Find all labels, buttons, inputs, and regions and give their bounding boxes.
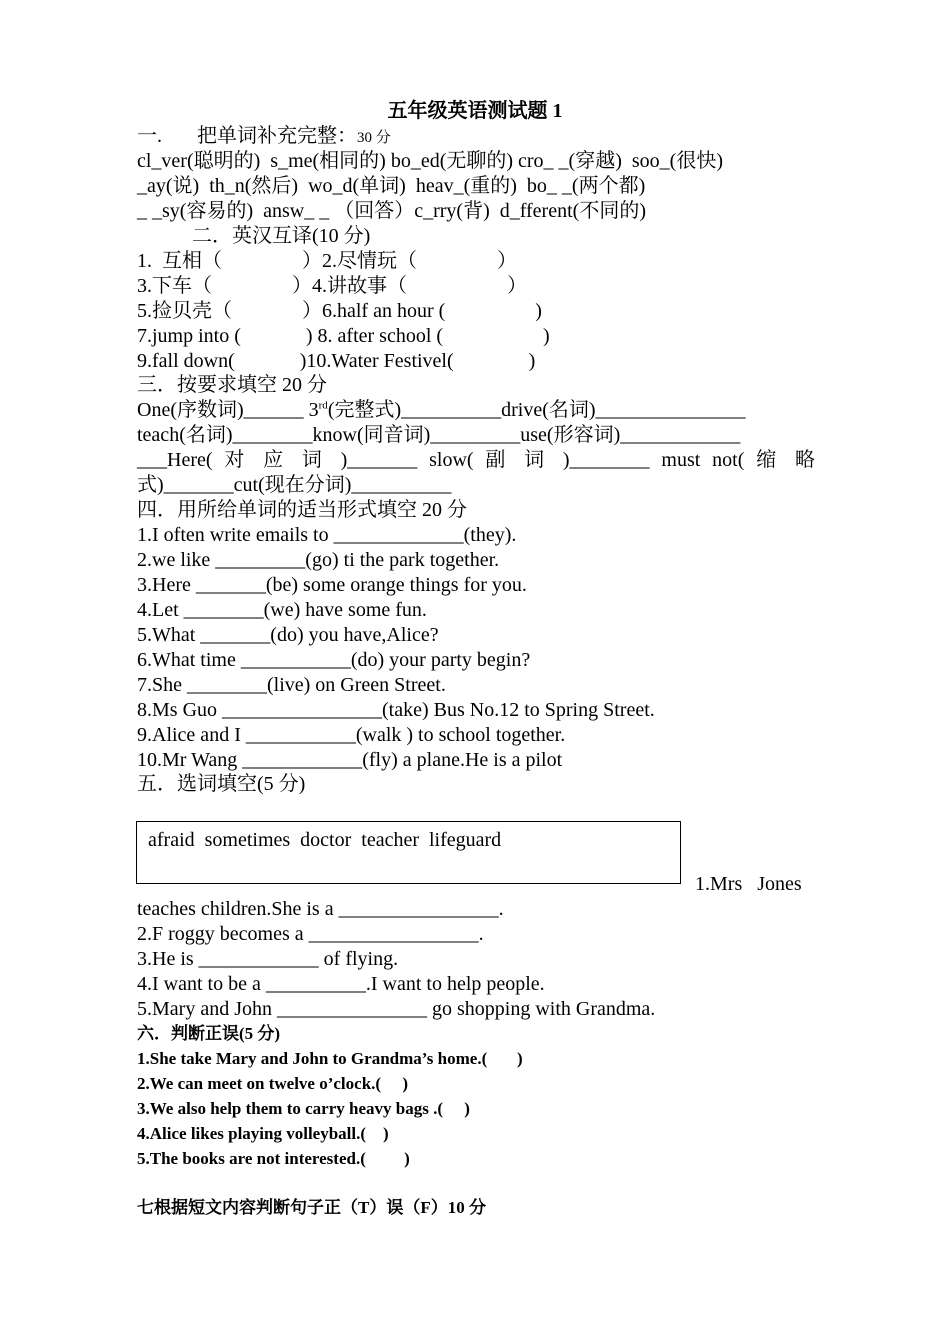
section6-item: 1.She take Mary and John to Grandma’s home.( ) bbox=[137, 1049, 523, 1068]
section4-heading: 四．用所给单词的适当形式填空 20 分 bbox=[137, 499, 467, 521]
section4-item: 1.I often write emails to _____________(they). bbox=[137, 524, 517, 546]
section2-line: 7.jump into ( ) 8. after school ( ) bbox=[137, 325, 550, 347]
section5-item: 2.F roggy becomes a _________________. bbox=[137, 923, 484, 945]
section5-item: 5.Mary and John _______________ go shopping with Grandma. bbox=[137, 998, 656, 1020]
section6-item: 5.The books are not interested.( ) bbox=[137, 1149, 410, 1168]
section4-item: 9.Alice and I ___________(walk ) to school together. bbox=[137, 724, 566, 746]
section5-item: teaches children.She is a ________________. bbox=[137, 898, 504, 920]
section6-heading: 六．判断正误(5 分) bbox=[137, 1024, 281, 1043]
section6-item: 3.We also help them to carry heavy bags .( ) bbox=[137, 1099, 470, 1118]
section2-heading: 二．英汉互译(10 分) bbox=[192, 225, 371, 247]
section4-item: 4.Let ________(we) have some fun. bbox=[137, 599, 427, 621]
section5-heading: 五．选词填空(5 分) bbox=[137, 773, 306, 795]
section7-heading: 七根据短文内容判断句子正（T）误（F）10 分 bbox=[137, 1198, 486, 1217]
section5-item: 3.He is ____________ of flying. bbox=[137, 948, 399, 970]
word-bank-text: afraid sometimes doctor teacher lifeguard bbox=[148, 829, 502, 851]
section4-item: 7.She ________(live) on Green Street. bbox=[137, 674, 446, 696]
section1-line: cl_ver(聪明的) s_me(相同的) bo_ed(无聊的) cro_ _(穿越) soo_(很快) bbox=[137, 150, 723, 172]
section6-item: 4.Alice likes playing volleyball.( ) bbox=[137, 1124, 389, 1143]
page-title: 五年级英语测试题 1 bbox=[387, 100, 563, 122]
section4-item: 3.Here _______(be) some orange things for you. bbox=[137, 574, 527, 596]
section3-line: teach(名词)________know(同音词)_________use(形容词)____________ bbox=[137, 424, 741, 446]
section1-heading: 一. 把单词补充完整：30 分 bbox=[137, 125, 391, 147]
section4-item: 6.What time ___________(do) your party begin? bbox=[137, 649, 531, 671]
section2-line: 3.下车（ ）4.讲故事（ ） bbox=[137, 275, 527, 297]
section4-item: 10.Mr Wang ____________(fly) a plane.He is a pilot bbox=[137, 749, 563, 771]
word-bank-box bbox=[136, 821, 681, 884]
section2-line: 5.捡贝壳（ ）6.half an hour ( ) bbox=[137, 300, 542, 322]
section2-line: 1. 互相（ ）2.尽情玩（ ） bbox=[137, 250, 517, 272]
section1-score: 30 分 bbox=[357, 130, 391, 146]
ordinal-superscript: rd bbox=[318, 399, 328, 412]
section4-item: 2.we like _________(go) ti the park together. bbox=[137, 549, 500, 571]
section3-line: One(序数词)______ 3rd(完整式)__________drive(名词)_______________ bbox=[137, 399, 746, 421]
section6-item: 2.We can meet on twelve o’clock.( ) bbox=[137, 1074, 408, 1093]
section4-item: 5.What _______(do) you have,Alice? bbox=[137, 624, 439, 646]
section2-line: 9.fall down( )10.Water Festivel( ) bbox=[137, 350, 536, 372]
section3-line: ___Here( 对 应 词 )_______ slow( 副 词 )________ must not( 缩 略 bbox=[137, 449, 815, 471]
section1-line: _ _sy(容易的) answ_ _ （回答）c_rry(背) d_fferent(不同的) bbox=[137, 200, 646, 222]
section4-item: 8.Ms Guo ________________(take) Bus No.12 to Spring Street. bbox=[137, 699, 655, 721]
section5-item-start: 1.Mrs Jones bbox=[695, 873, 802, 895]
section3-heading: 三．按要求填空 20 分 bbox=[137, 374, 327, 396]
section3-line: 式)_______cut(现在分词)__________ bbox=[137, 474, 452, 496]
section1-line: _ay(说) th_n(然后) wo_d(单词) heav_(重的) bo_ _(两个都) bbox=[137, 175, 646, 197]
section5-item: 4.I want to be a __________.I want to help people. bbox=[137, 973, 545, 995]
